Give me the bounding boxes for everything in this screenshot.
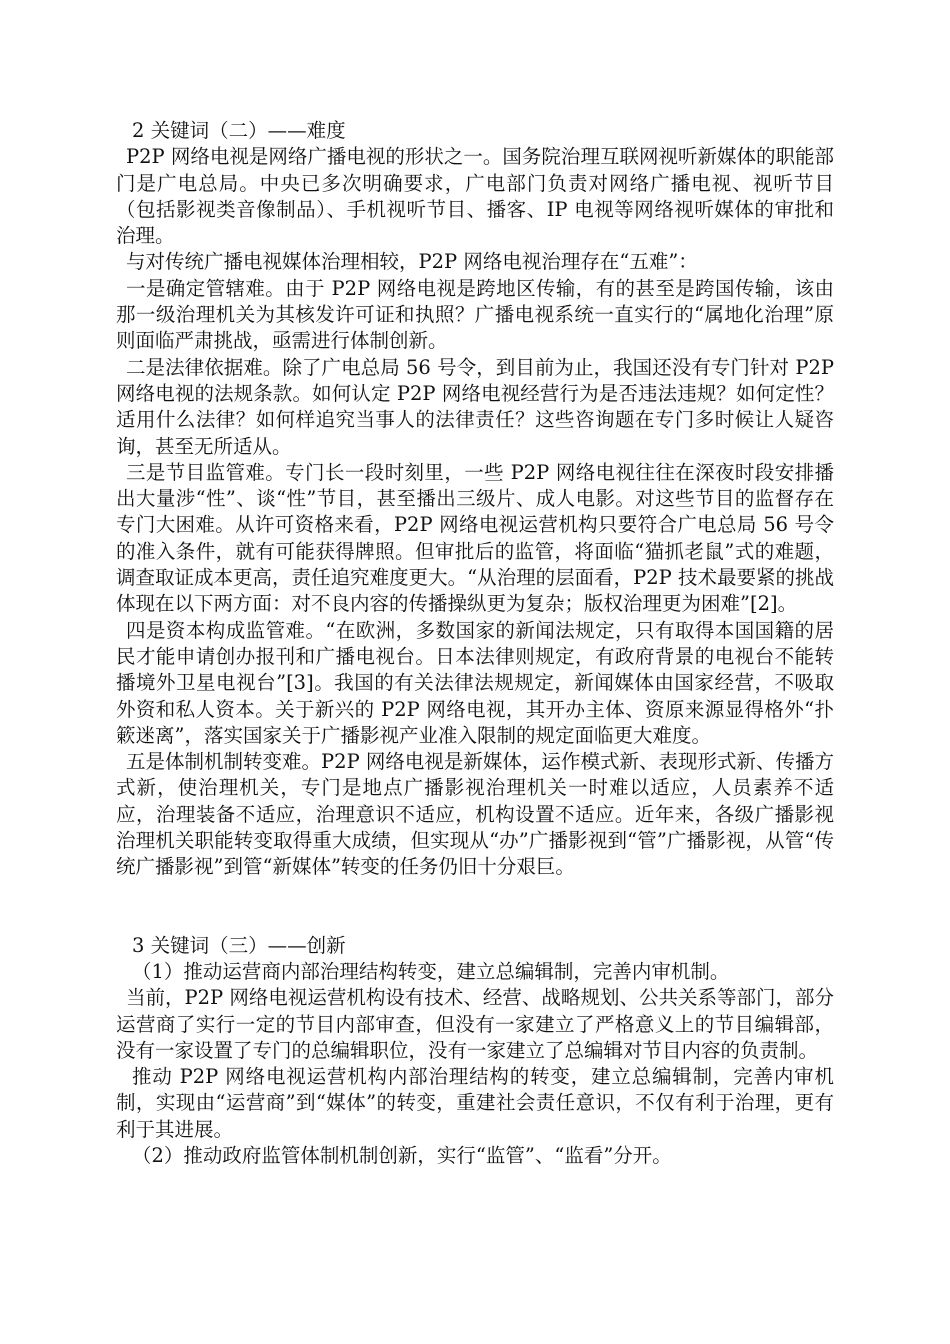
document-page — [116, 118, 834, 1169]
section-2-paragraph-3: 一是确定管辖难。由于 P2P 网络电视是跨地区传输，有的甚至是跨国传输，该由那一级治理机关为其核发许可证和执照？广播电视系统一直实行的“属地化治理”原则面临严肃挑战，亟需进行体制创新。 — [116, 276, 834, 353]
section-3-paragraph-2: 当前，P2P 网络电视运营机构设有技术、经营、战略规划、公共关系等部门，部分运营商了实行一定的节目内部审查，但没有一家建立了严格意义上的节目编辑部，没有一家设置了专门的总编辑职位，没有一家建立了总编辑对节目内容的负责制。 — [116, 986, 834, 1062]
section-2-paragraph-2: 与对传统广播电视媒体治理相较，P2P 网络电视治理存在“五难”： — [126, 250, 698, 274]
section-2-paragraph-4: 二是法律依据难。除了广电总局 56 号令，到目前为止，我国还没有专门针对 P2P 网络电视的法规条款。如何认定 P2P 网络电视经营行为是否违法违规？如何定性？适用什么法律？如何样追究当事人的法律责任？这些咨询题在专门多时候让人疑咨询，甚至无所适从。 — [116, 355, 834, 458]
section-3-heading: 3 关键词（三）——创新 — [132, 933, 346, 957]
section-3-paragraph-1: （1）推动运营商内部治理结构转变，建立总编辑制，完善内审机制。 — [132, 959, 730, 983]
section-2-paragraph-1: P2P 网络电视是网络广播电视的形状之一。国务院治理互联网视听新媒体的职能部门是广电总局。中央已多次明确要求，广电部门负责对网络广播电视、视听节目（包括影视类音像制品）、手机视听节目、播客、IP 电视等网络视听媒体的审批和治理。 — [116, 145, 834, 248]
section-3-paragraph-3: 推动 P2P 网络电视运营机构内部治理结构的转变，建立总编辑制，完善内审机制，实现由“运营商”到“媒体”的转变，重建社会责任意识，不仅有利于治理，更有利于其进展。 — [116, 1065, 834, 1141]
section-2-heading: 2 关键词（二）——难度 — [132, 119, 346, 142]
section-2-paragraph-7: 五是体制机制转变难。P2P 网络电视是新媒体，运作模式新、表现形式新、传播方式新，使治理机关，专门是地点广播影视治理机关一时难以适应，人员素养不适应，治理装备不适应，治理意识不适应，机构设置不适应。近年来，各级广播影视治理机关职能转变取得重大成绩，但实现从“办”广播影视到“管”广播影视，从管“传统广播影视”到管“新媒体”转变的任务仍旧十分艰巨。 — [116, 750, 834, 879]
section-gap — [116, 881, 834, 933]
section-3-paragraph-4: （2）推动政府监管体制机制创新，实行“监管”、“监看”分开。 — [132, 1143, 672, 1167]
section-2-paragraph-6: 四是资本构成监管难。“在欧洲，多数国家的新闻法规定，只有取得本国国籍的居民才能申请创办报刊和广播电视台。日本法律则规定，有政府背景的电视台不能转播境外卫星电视台”[3]。我国的有关法律法规规定，新闻媒体由国家经营，不吸取外资和私人资本。关于新兴的 P2P 网络电视，其开办主体、资原来源显得格外“扑簌迷离”，落实国家关于广播影视产业准入限制的规定面临更大难度。 — [116, 618, 834, 747]
section-2-paragraph-5: 三是节目监管难。专门长一段时刻里，一些 P2P 网络电视往往在深夜时段安排播出大量涉“性”、谈“性”节目，甚至播出三级片、成人电影。对这些节目的监督存在专门大困难。从许可资格来看，P2P 网络电视运营机构只要符合广电总局 56 号令的准入条件，就有可能获得牌照。但审批后的监管，将面临“猫抓老鼠”式的难题，调查取证成本更高，责任追究难度更大。“从治理的层面看，P2P 技术最要紧的挑战体现在以下两方面：对不良内容的传播操纵更为复杂；版权治理更为困难”[2]。 — [116, 460, 834, 616]
